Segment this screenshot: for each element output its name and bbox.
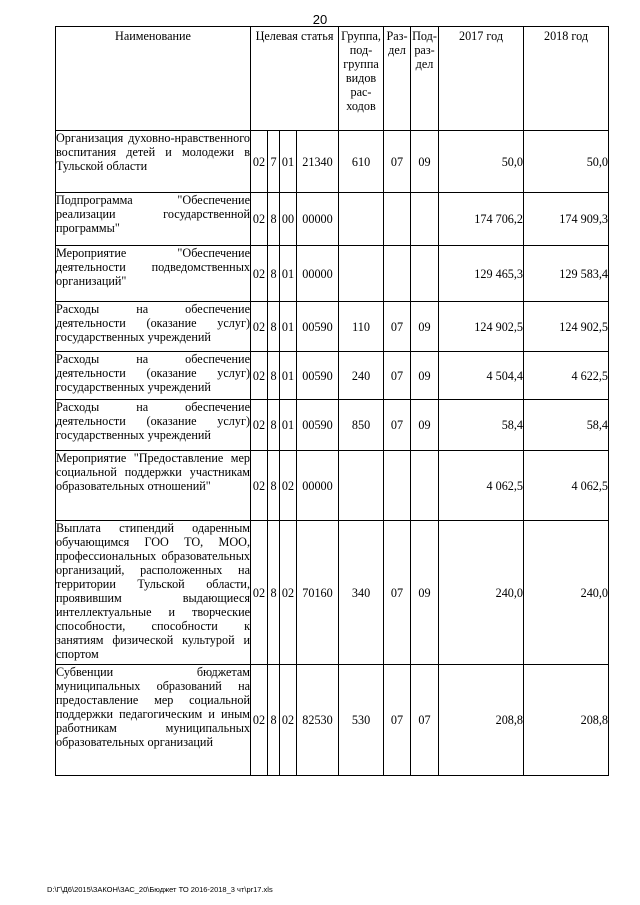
section: 07 [384, 131, 411, 193]
amount-2018: 50,0 [524, 131, 609, 193]
amount-2018: 4 622,5 [524, 352, 609, 400]
table-row [56, 451, 609, 521]
table-row [56, 302, 609, 352]
target-code-program: 02 [251, 451, 268, 521]
target-code-direction: 00590 [297, 352, 339, 400]
section: 07 [384, 521, 411, 665]
target-code-subprogram: 8 [268, 352, 280, 400]
target-code-event: 01 [280, 352, 297, 400]
subsection: 07 [411, 665, 439, 776]
section [384, 451, 411, 521]
table-row [56, 400, 609, 451]
subsection [411, 246, 439, 302]
amount-2018: 208,8 [524, 665, 609, 776]
subsection [411, 193, 439, 246]
target-code-program: 02 [251, 665, 268, 776]
subsection [411, 451, 439, 521]
table-row [56, 246, 609, 302]
header-subsection: Под-раз-дел [411, 27, 439, 131]
row-name: Расходы на обеспечение деятельности (оказание услуг) государственных учреждений [56, 400, 251, 451]
target-code-subprogram: 8 [268, 665, 280, 776]
target-code-program: 02 [251, 302, 268, 352]
amount-2017: 50,0 [439, 131, 524, 193]
section: 07 [384, 400, 411, 451]
section [384, 193, 411, 246]
header-target-article: Целевая статья [251, 27, 339, 131]
file-path-footer: D:\Г\Д6\2015\ЗАКОН\ЗАС_20\Бюджет ТО 2016-2018_3 чт\pr17.xls [47, 885, 273, 894]
target-code-program: 02 [251, 246, 268, 302]
expense-group: 110 [339, 302, 384, 352]
target-code-direction: 00000 [297, 193, 339, 246]
section [384, 246, 411, 302]
amount-2017: 4 062,5 [439, 451, 524, 521]
expense-group: 240 [339, 352, 384, 400]
amount-2017: 129 465,3 [439, 246, 524, 302]
section: 07 [384, 302, 411, 352]
table-row [56, 665, 609, 776]
target-code-direction: 21340 [297, 131, 339, 193]
header-name: Наименование [56, 27, 251, 131]
header-expense-group: Группа, под-группа видов рас-ходов [339, 27, 384, 131]
section: 07 [384, 352, 411, 400]
target-code-subprogram: 8 [268, 521, 280, 665]
target-code-event: 02 [280, 665, 297, 776]
header-2018: 2018 год [524, 27, 609, 131]
target-code-program: 02 [251, 131, 268, 193]
amount-2017: 4 504,4 [439, 352, 524, 400]
header-2017: 2017 год [439, 27, 524, 131]
amount-2018: 124 902,5 [524, 302, 609, 352]
target-code-event: 02 [280, 451, 297, 521]
target-code-program: 02 [251, 521, 268, 665]
target-code-event: 01 [280, 246, 297, 302]
row-name: Субвенции бюджетам муниципальных образований на предоставление мер социальной поддержки педагогическим и иным работникам муниципальных образовательных организаций [56, 665, 251, 776]
row-name: Подпрограмма "Обеспечение реализации государственной программы" [56, 193, 251, 246]
subsection: 09 [411, 521, 439, 665]
expense-group: 850 [339, 400, 384, 451]
amount-2017: 240,0 [439, 521, 524, 665]
amount-2018: 4 062,5 [524, 451, 609, 521]
target-code-subprogram: 8 [268, 451, 280, 521]
amount-2018: 240,0 [524, 521, 609, 665]
amount-2017: 208,8 [439, 665, 524, 776]
amount-2017: 124 902,5 [439, 302, 524, 352]
budget-table [55, 26, 609, 776]
expense-group [339, 193, 384, 246]
target-code-event: 02 [280, 521, 297, 665]
expense-group [339, 246, 384, 302]
row-name: Выплата стипендий одаренным обучающимся ГОО ТО, МОО, профессиональных образовательных организаций, расположенных на территории Тульской области, проявившим выдающиеся интеллектуальные и творческие способности, способности к занятиям физической культурой и спортом [56, 521, 251, 665]
expense-group: 340 [339, 521, 384, 665]
subsection: 09 [411, 352, 439, 400]
target-code-program: 02 [251, 400, 268, 451]
target-code-direction: 00000 [297, 246, 339, 302]
section: 07 [384, 665, 411, 776]
row-name: Расходы на обеспечение деятельности (оказание услуг) государственных учреждений [56, 302, 251, 352]
amount-2017: 58,4 [439, 400, 524, 451]
amount-2018: 174 909,3 [524, 193, 609, 246]
target-code-direction: 00590 [297, 302, 339, 352]
target-code-program: 02 [251, 193, 268, 246]
table-row [56, 521, 609, 665]
target-code-subprogram: 8 [268, 246, 280, 302]
subsection: 09 [411, 131, 439, 193]
target-code-event: 01 [280, 302, 297, 352]
amount-2018: 129 583,4 [524, 246, 609, 302]
target-code-direction: 00590 [297, 400, 339, 451]
target-code-direction: 00000 [297, 451, 339, 521]
amount-2018: 58,4 [524, 400, 609, 451]
row-name: Организация духовно-нравственного воспитания детей и молодежи в Тульской области [56, 131, 251, 193]
target-code-subprogram: 7 [268, 131, 280, 193]
amount-2017: 174 706,2 [439, 193, 524, 246]
table-row [56, 193, 609, 246]
row-name: Мероприятие "Обеспечение деятельности подведомственных организаций" [56, 246, 251, 302]
table-row [56, 352, 609, 400]
target-code-event: 01 [280, 400, 297, 451]
row-name: Расходы на обеспечение деятельности (оказание услуг) государственных учреждений [56, 352, 251, 400]
page-number: 20 [312, 12, 328, 27]
table-row [56, 131, 609, 193]
subsection: 09 [411, 400, 439, 451]
expense-group: 530 [339, 665, 384, 776]
target-code-direction: 70160 [297, 521, 339, 665]
target-code-event: 00 [280, 193, 297, 246]
expense-group: 610 [339, 131, 384, 193]
target-code-subprogram: 8 [268, 400, 280, 451]
target-code-subprogram: 8 [268, 302, 280, 352]
table-header-row [56, 27, 609, 131]
row-name: Мероприятие "Предоставление мер социальной поддержки участникам образовательных отношений" [56, 451, 251, 521]
header-section: Раз-дел [384, 27, 411, 131]
target-code-event: 01 [280, 131, 297, 193]
target-code-program: 02 [251, 352, 268, 400]
expense-group [339, 451, 384, 521]
target-code-subprogram: 8 [268, 193, 280, 246]
subsection: 09 [411, 302, 439, 352]
target-code-direction: 82530 [297, 665, 339, 776]
